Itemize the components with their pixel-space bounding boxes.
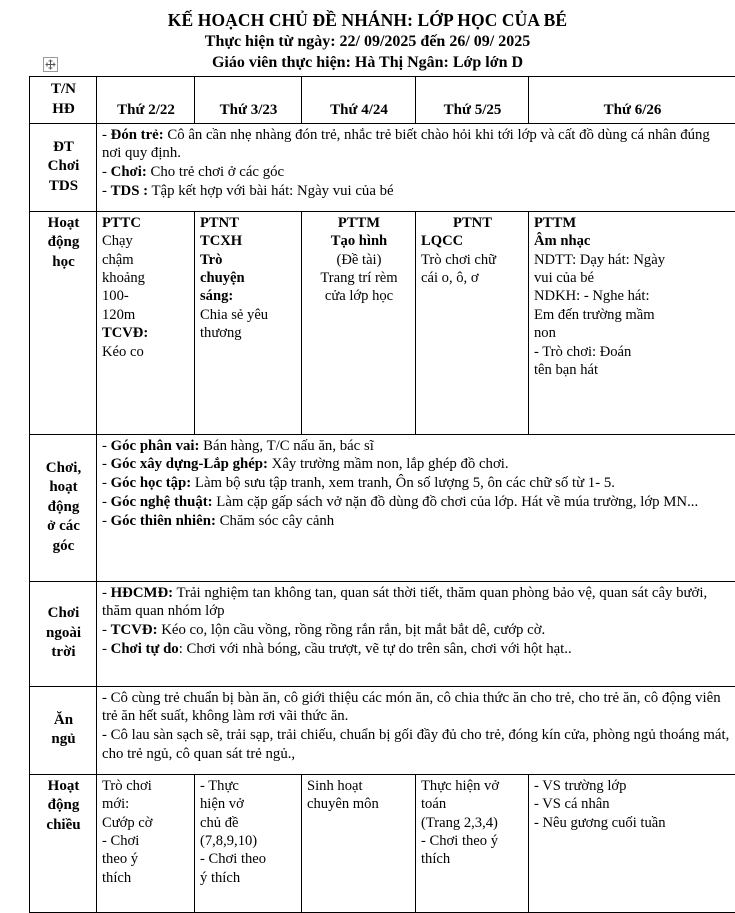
cell-line: Chạy (102, 232, 190, 250)
row-label-cell (30, 434, 97, 581)
cell-line: Trang trí rèm (307, 269, 411, 287)
table-row (30, 686, 735, 774)
content-line: - Chơi tự do: Chơi với nhà bóng, cầu trượt, vẽ tự do trên sân, chơi với hột hạt.. (102, 640, 731, 659)
row-label-cell (30, 211, 97, 434)
content-line: - Cô lau sàn sạch sẽ, trải sạp, trải chiếu, chuẩn bị gối đầy đủ cho trẻ, đóng kín cửa, phòng ngủ thoáng mát, cho trẻ ngủ, cô quan sát trẻ ngủ., (102, 726, 731, 764)
content-line: - Cô cùng trẻ chuẩn bị bàn ăn, cô giới thiệu các món ăn, cô chia thức ăn cho trẻ, cho trẻ ăn, cô động viên trẻ ăn hết suất, không làm rơi vãi thức ăn. (102, 689, 731, 727)
day-cell-2 (97, 211, 195, 434)
content-line: - HĐCMĐ: Trải nghiệm tan không tan, quan sát thời tiết, thăm quan phòng bảo vệ, quan sát cây bưởi, thăm quan nhóm lớp (102, 584, 731, 622)
cell-line: - Thực (200, 777, 297, 795)
cell-line (200, 214, 297, 232)
row-content-cell (97, 581, 735, 686)
weekly-plan-table (29, 76, 735, 913)
cell-line (534, 232, 731, 250)
cell-line-bold: Tạo hình (331, 233, 387, 249)
table-row (30, 123, 735, 211)
content-line: - Góc xây dựng-Lắp ghép: Xây trường mầm non, lắp ghép đồ chơi. (102, 455, 731, 474)
cell-line: tên bạn hát (534, 361, 731, 379)
row-label-cell (30, 686, 97, 774)
cell-line: (Đề tài) (307, 251, 411, 269)
cell-line (200, 269, 297, 287)
header-day-6: Thứ 6/26 (529, 77, 735, 124)
day-cell-2 (97, 774, 195, 912)
cell-line: thích (102, 869, 190, 887)
content-lead-label: Chơi tự do (111, 641, 179, 657)
cell-line: - Chơi (102, 832, 190, 850)
content-lead-label: TCVĐ: (111, 622, 158, 638)
cell-line: theo ý (102, 850, 190, 868)
cell-line: thương (200, 324, 297, 342)
cell-line: Cướp cờ (102, 814, 190, 832)
row-label-line: Chơi, (35, 459, 92, 479)
cell-line: 120m (102, 306, 190, 324)
cell-line (307, 214, 411, 232)
row-label-line: Hoạt (35, 214, 92, 234)
content-line: - Chơi: Cho trẻ chơi ở các góc (102, 163, 731, 182)
cell-line (200, 232, 297, 250)
cell-line: thích (421, 850, 524, 868)
cell-line: (Trang 2,3,4) (421, 814, 524, 832)
content-lead-label: Góc phân vai: (111, 438, 200, 454)
content-lead-label: HĐCMĐ: (111, 585, 173, 601)
row-label-line: Chơi (35, 157, 92, 177)
cell-line (102, 214, 190, 232)
header-day-4: Thứ 4/24 (302, 77, 416, 124)
day-cell-4 (302, 211, 416, 434)
cell-line: (7,8,9,10) (200, 832, 297, 850)
cell-line: - Trò chơi: Đoán (534, 343, 731, 361)
cell-line-bold: Trò (200, 252, 222, 268)
header-corner-cell (30, 77, 97, 124)
table-body (30, 77, 735, 913)
day-cell-4 (302, 774, 416, 912)
cell-line-bold: TCVĐ: (102, 325, 148, 341)
cell-line: non (534, 324, 731, 342)
content-line: - Góc nghệ thuật: Làm cặp gấp sách vở nặn đồ dùng đồ chơi của lớp. Hát về múa trường, lớp MN... (102, 493, 731, 512)
row-label-line: trời (35, 643, 92, 663)
row-label-line: ngoài (35, 624, 92, 644)
cell-line: chuyên môn (307, 795, 411, 813)
row-label-line: động (35, 498, 92, 518)
content-line: - Góc học tập: Làm bộ sưu tập tranh, xem tranh, Ôn số lượng 5, ôn các chữ số từ 1- 5. (102, 474, 731, 493)
day-cell-6 (529, 211, 735, 434)
row-label-line: ở các (35, 517, 92, 537)
row-label-line: Hoạt (35, 777, 92, 797)
cell-line: ý thích (200, 869, 297, 887)
cell-line-bold: TCXH (200, 233, 242, 249)
content-lead-label: Góc nghệ thuật: (111, 494, 213, 510)
header-day-2: Thứ 2/22 (97, 77, 195, 124)
row-label-line: động (35, 233, 92, 253)
cell-line (307, 232, 411, 250)
cell-line (102, 324, 190, 342)
cell-line: mới: (102, 795, 190, 813)
cell-line: 100- (102, 287, 190, 305)
table-row (30, 434, 735, 581)
cell-line-bold: Âm nhạc (534, 233, 590, 249)
day-cell-5 (416, 211, 529, 434)
row-label-line: Ăn (35, 711, 92, 731)
cell-line: Thực hiện vở (421, 777, 524, 795)
cell-line-bold: PTTM (534, 215, 576, 231)
row-label-line: ĐT (35, 138, 92, 158)
content-line: - TCVĐ: Kéo co, lộn cầu vồng, rồng rồng rắn rắn, bịt mắt bắt dê, cướp cờ. (102, 621, 731, 640)
cell-line: chậm (102, 251, 190, 269)
row-content-cell (97, 434, 735, 581)
date-range-line: Thực hiện từ ngày: 22/ 09/2025 đến 26/ 09/ 2025 (0, 32, 735, 53)
cell-line: cửa lớp học (307, 287, 411, 305)
cell-line: - VS cá nhân (534, 795, 731, 813)
cell-line: NDKH: - Nghe hát: (534, 287, 731, 305)
cell-line: Chia sẻ yêu (200, 306, 297, 324)
content-line: - Góc phân vai: Bán hàng, T/C nấu ăn, bác sĩ (102, 437, 731, 456)
row-label-line: góc (35, 537, 92, 557)
header-day-5: Thứ 5/25 (416, 77, 529, 124)
day-cell-6 (529, 774, 735, 912)
day-cell-5 (416, 774, 529, 912)
cell-line: cái o, ô, ơ (421, 269, 524, 287)
row-label-cell (30, 774, 97, 912)
cell-line-bold: PTNT (453, 215, 492, 231)
row-label-line: Chơi (35, 604, 92, 624)
cell-line: toán (421, 795, 524, 813)
cell-line: Trò chơi chữ (421, 251, 524, 269)
cell-line: Trò chơi (102, 777, 190, 795)
cell-line (421, 214, 524, 232)
cell-line-bold: sáng: (200, 288, 233, 304)
table-row (30, 581, 735, 686)
content-line: - TDS : Tập kết hợp với bài hát: Ngày vui của bé (102, 182, 731, 201)
cell-line: Em đến trường mầm (534, 306, 731, 324)
cell-line-bold: PTNT (200, 215, 239, 231)
cell-line-bold: PTTM (338, 215, 380, 231)
header-day-3: Thứ 3/23 (195, 77, 302, 124)
cell-line (200, 251, 297, 269)
row-label-line: hoạt (35, 478, 92, 498)
cell-line: - Nêu gương cuối tuần (534, 814, 731, 832)
cell-line (421, 232, 524, 250)
cell-line (534, 214, 731, 232)
row-content-cell (97, 686, 735, 774)
table-row (30, 774, 735, 912)
content-lead-label: Đón trẻ: (111, 127, 164, 143)
cell-line: chủ đề (200, 814, 297, 832)
header-corner-line: HĐ (35, 100, 92, 120)
content-lead-label: Góc thiên nhiên: (111, 513, 216, 529)
cell-line: - VS trường lớp (534, 777, 731, 795)
document-heading (0, 0, 735, 73)
cell-line: - Chơi theo ý (421, 832, 524, 850)
row-label-cell (30, 581, 97, 686)
row-label-line: ngủ (35, 730, 92, 750)
table-row (30, 211, 735, 434)
page-title: KẾ HOẠCH CHỦ ĐỀ NHÁNH: LỚP HỌC CỦA BÉ (0, 9, 735, 32)
content-lead-label: TDS : (111, 183, 148, 199)
cell-line-bold: LQCC (421, 233, 463, 249)
row-label-line: học (35, 253, 92, 273)
row-label-line: chiều (35, 816, 92, 836)
content-lead-label: Chơi: (111, 164, 147, 180)
day-cell-3 (195, 211, 302, 434)
content-line: - Đón trẻ: Cô ân cần nhẹ nhàng đón trẻ, nhắc trẻ biết chào hỏi khi tới lớp và cất đồ dùng cá nhân đúng nơi quy định. (102, 126, 731, 164)
content-lead-label: Góc xây dựng-Lắp ghép: (111, 456, 268, 472)
cell-line: khoảng (102, 269, 190, 287)
row-content-cell (97, 123, 735, 211)
cell-line: Kéo co (102, 343, 190, 361)
cell-line-bold: chuyện (200, 270, 245, 286)
cell-line: - Chơi theo (200, 850, 297, 868)
row-label-line: TDS (35, 177, 92, 197)
cell-line: vui của bé (534, 269, 731, 287)
header-corner-line: T/N (35, 80, 92, 100)
teacher-line: Giáo viên thực hiện: Hà Thị Ngân: Lớp lớn D (0, 53, 735, 74)
content-line: - Góc thiên nhiên: Chăm sóc cây cảnh (102, 512, 731, 531)
cell-line-bold: PTTC (102, 215, 141, 231)
day-cell-3 (195, 774, 302, 912)
cell-line: hiện vở (200, 795, 297, 813)
cell-line (200, 287, 297, 305)
cell-line: Sinh hoạt (307, 777, 411, 795)
row-label-cell (30, 123, 97, 211)
row-label-line: động (35, 796, 92, 816)
table-header-row (30, 77, 735, 124)
cell-line: NDTT: Dạy hát: Ngày (534, 251, 731, 269)
table-move-handle-icon[interactable] (43, 57, 58, 72)
content-lead-label: Góc học tập: (111, 475, 192, 491)
